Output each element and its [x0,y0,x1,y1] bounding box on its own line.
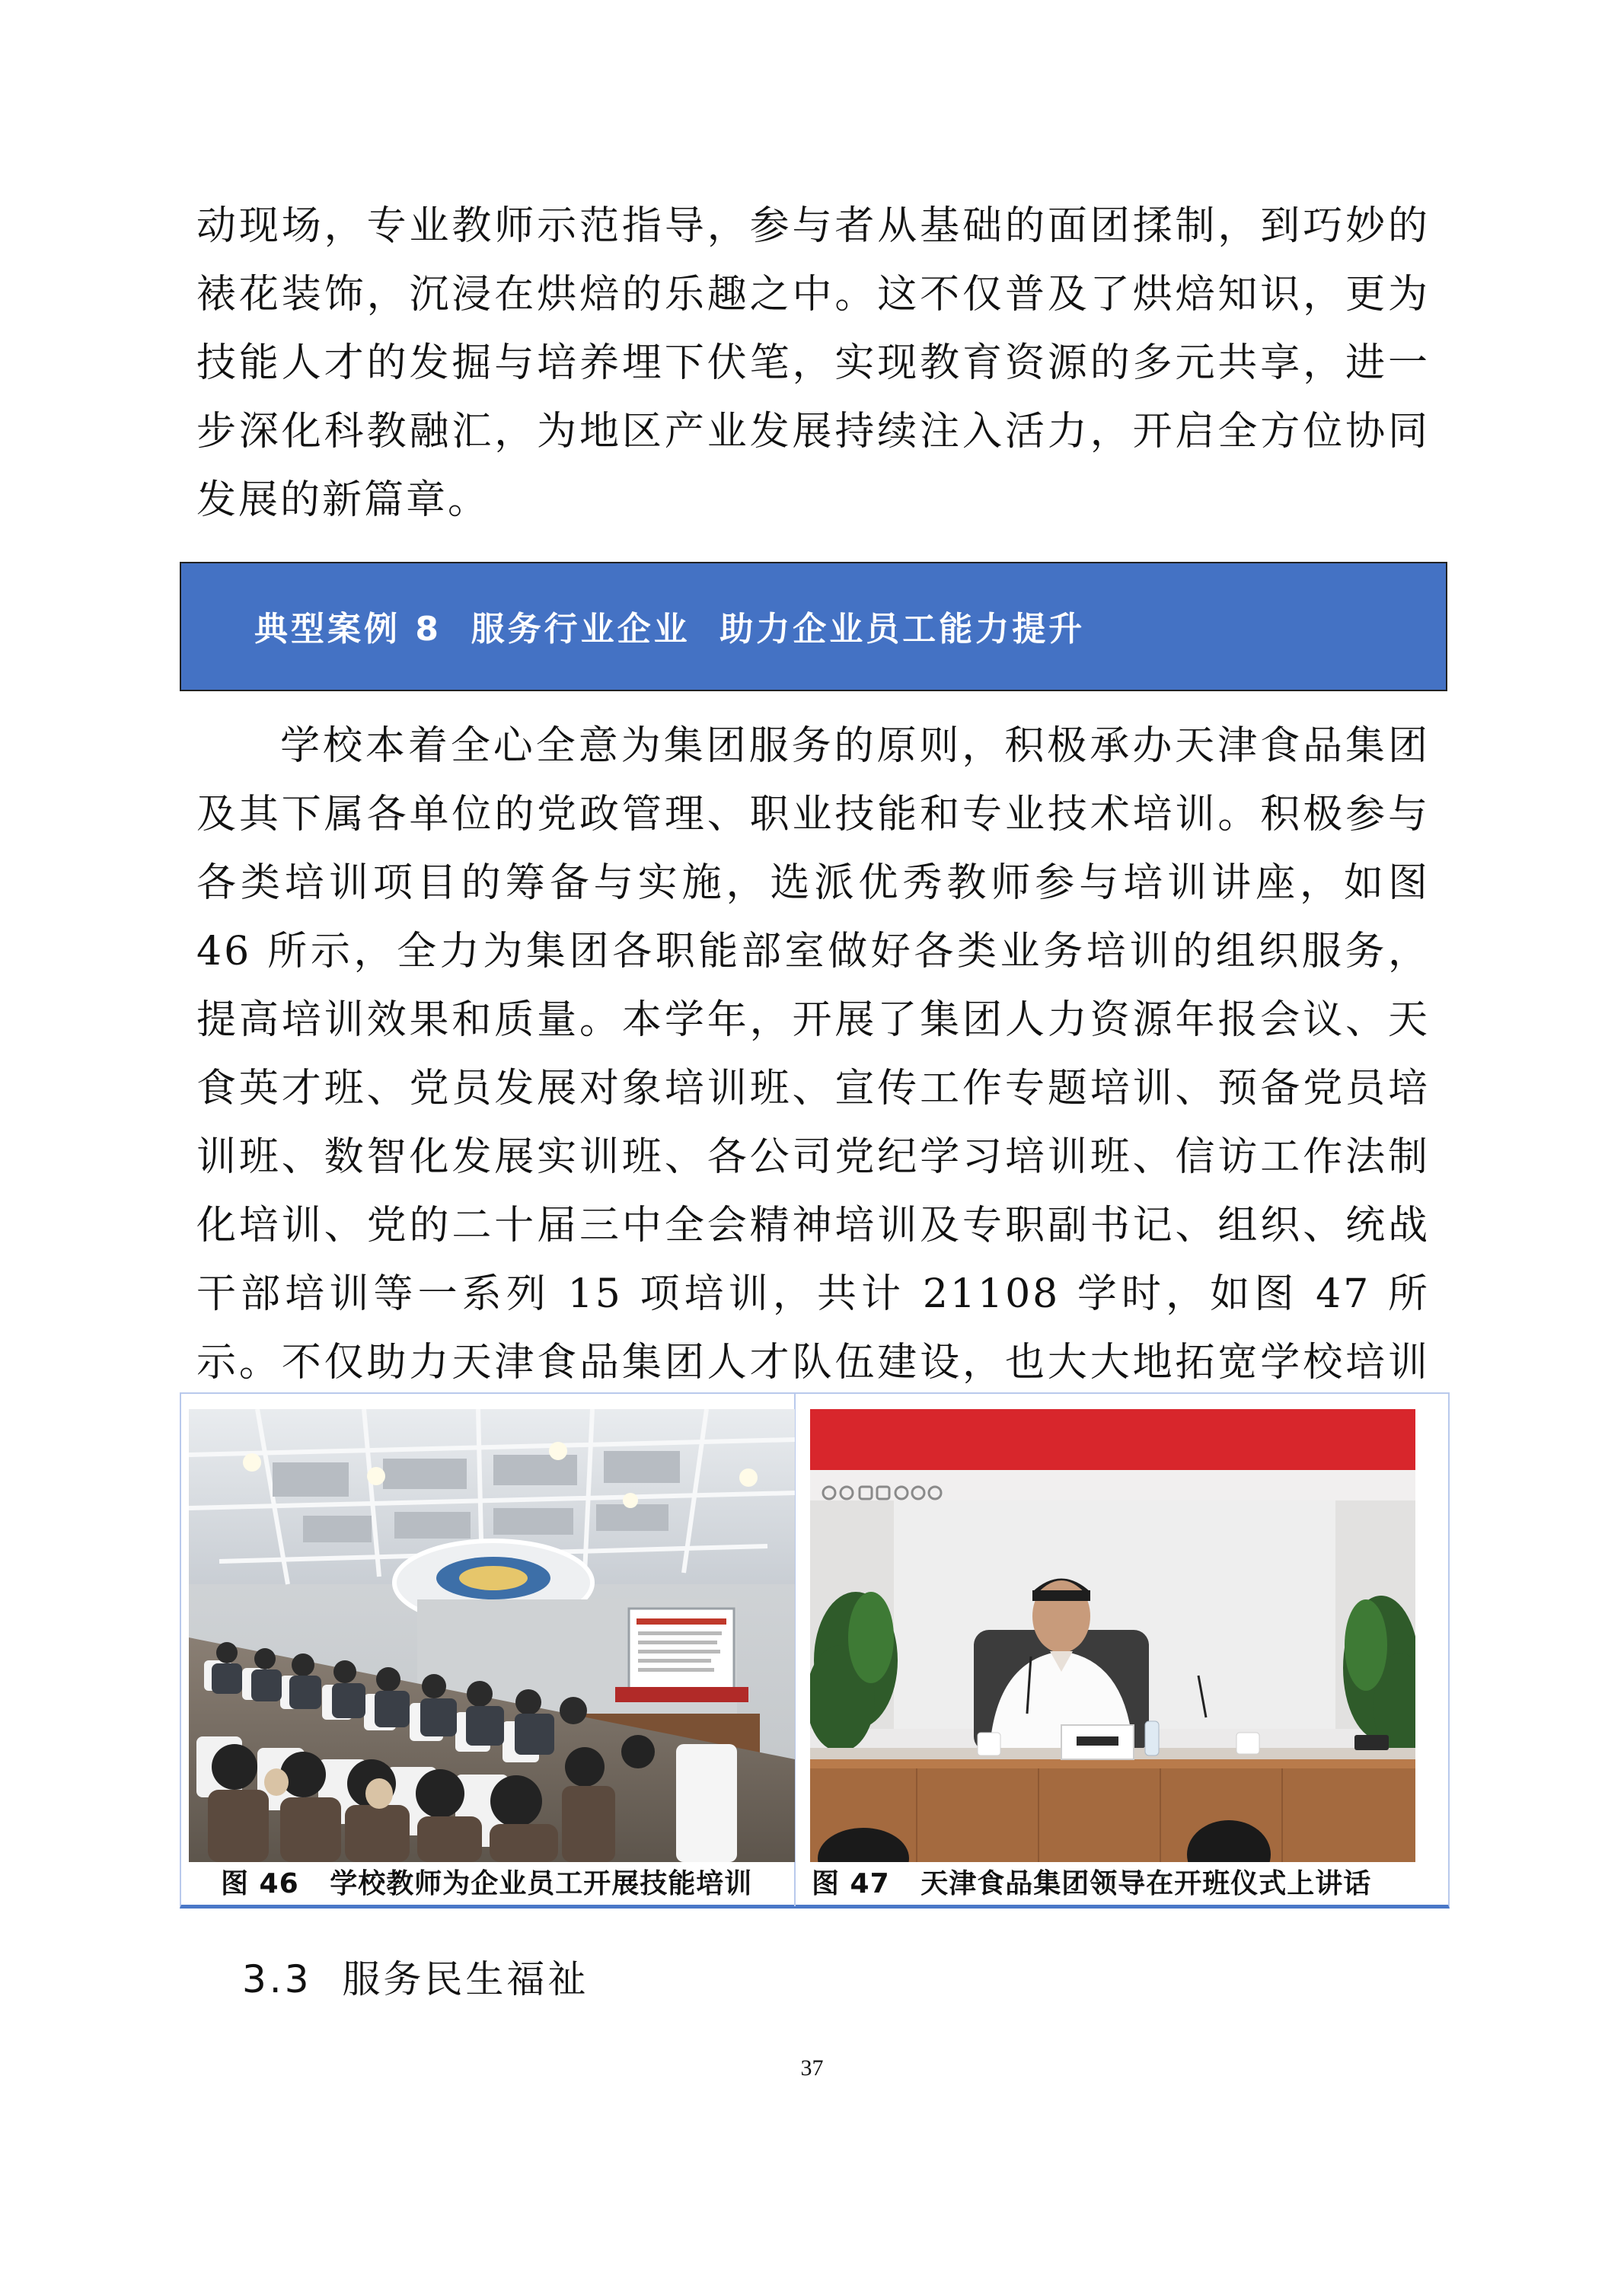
figure-46-caption: 图 46 学校教师为企业员工开展技能培训 [221,1868,753,1899]
body-paragraph: 学校本着全心全意为集团服务的原则，积极承办天津食品集团及其下属各单位的党政管理、职业技能和专业技术培训。积极参与各类培训项目的筹备与实施，选派优秀教师参与培训讲座，如图 46 所示，全力为集团各职能部室做好各类业务培训的组织服务，提高培训效果和质量。本学年，开展了集团人力资源年报会议、天食英才班、党员发展对象培训班、宣传工作专题培训、预备党员培训班、数智化发展实训班、各公司党纪学习培训班、信访工作法制化培训、党的二十届三中全会精神培训及专职副书记、组织、统战干部培训等一系列 15 项培训，共计 21108 学时，如图 47 所示。不仅助力天津食品集团人才队伍建设，也大大地拓宽学校培训 [196,723,1430,1386]
section-title: 服务民生福祉 [342,1957,589,2001]
intro-paragraph: 动现场，专业教师示范指导，参与者从基础的面团揉制，到巧妙的裱花装饰，沉浸在烘焙的乐趣之中。这不仅普及了烘焙知识，更为技能人才的发掘与培养埋下伏笔，实现教育资源的多元共享，进一步深化科教融汇，为地区产业发展持续注入活力，开启全方位协同发展的新篇章。 [196,203,1430,523]
figure-47-photo [810,1409,1415,1862]
section-heading [242,1949,589,2004]
figure-46-photo [189,1409,795,1862]
case-title-banner [180,562,1447,691]
section-number: 3.3 [242,1957,312,2001]
figure-47-caption: 图 47 天津食品集团领导在开班仪式上讲话 [812,1868,1372,1899]
case-title: 典型案例 8 服务行业企业 助力企业员工能力提升 [254,610,1086,649]
page-number: 37 [800,2055,824,2081]
